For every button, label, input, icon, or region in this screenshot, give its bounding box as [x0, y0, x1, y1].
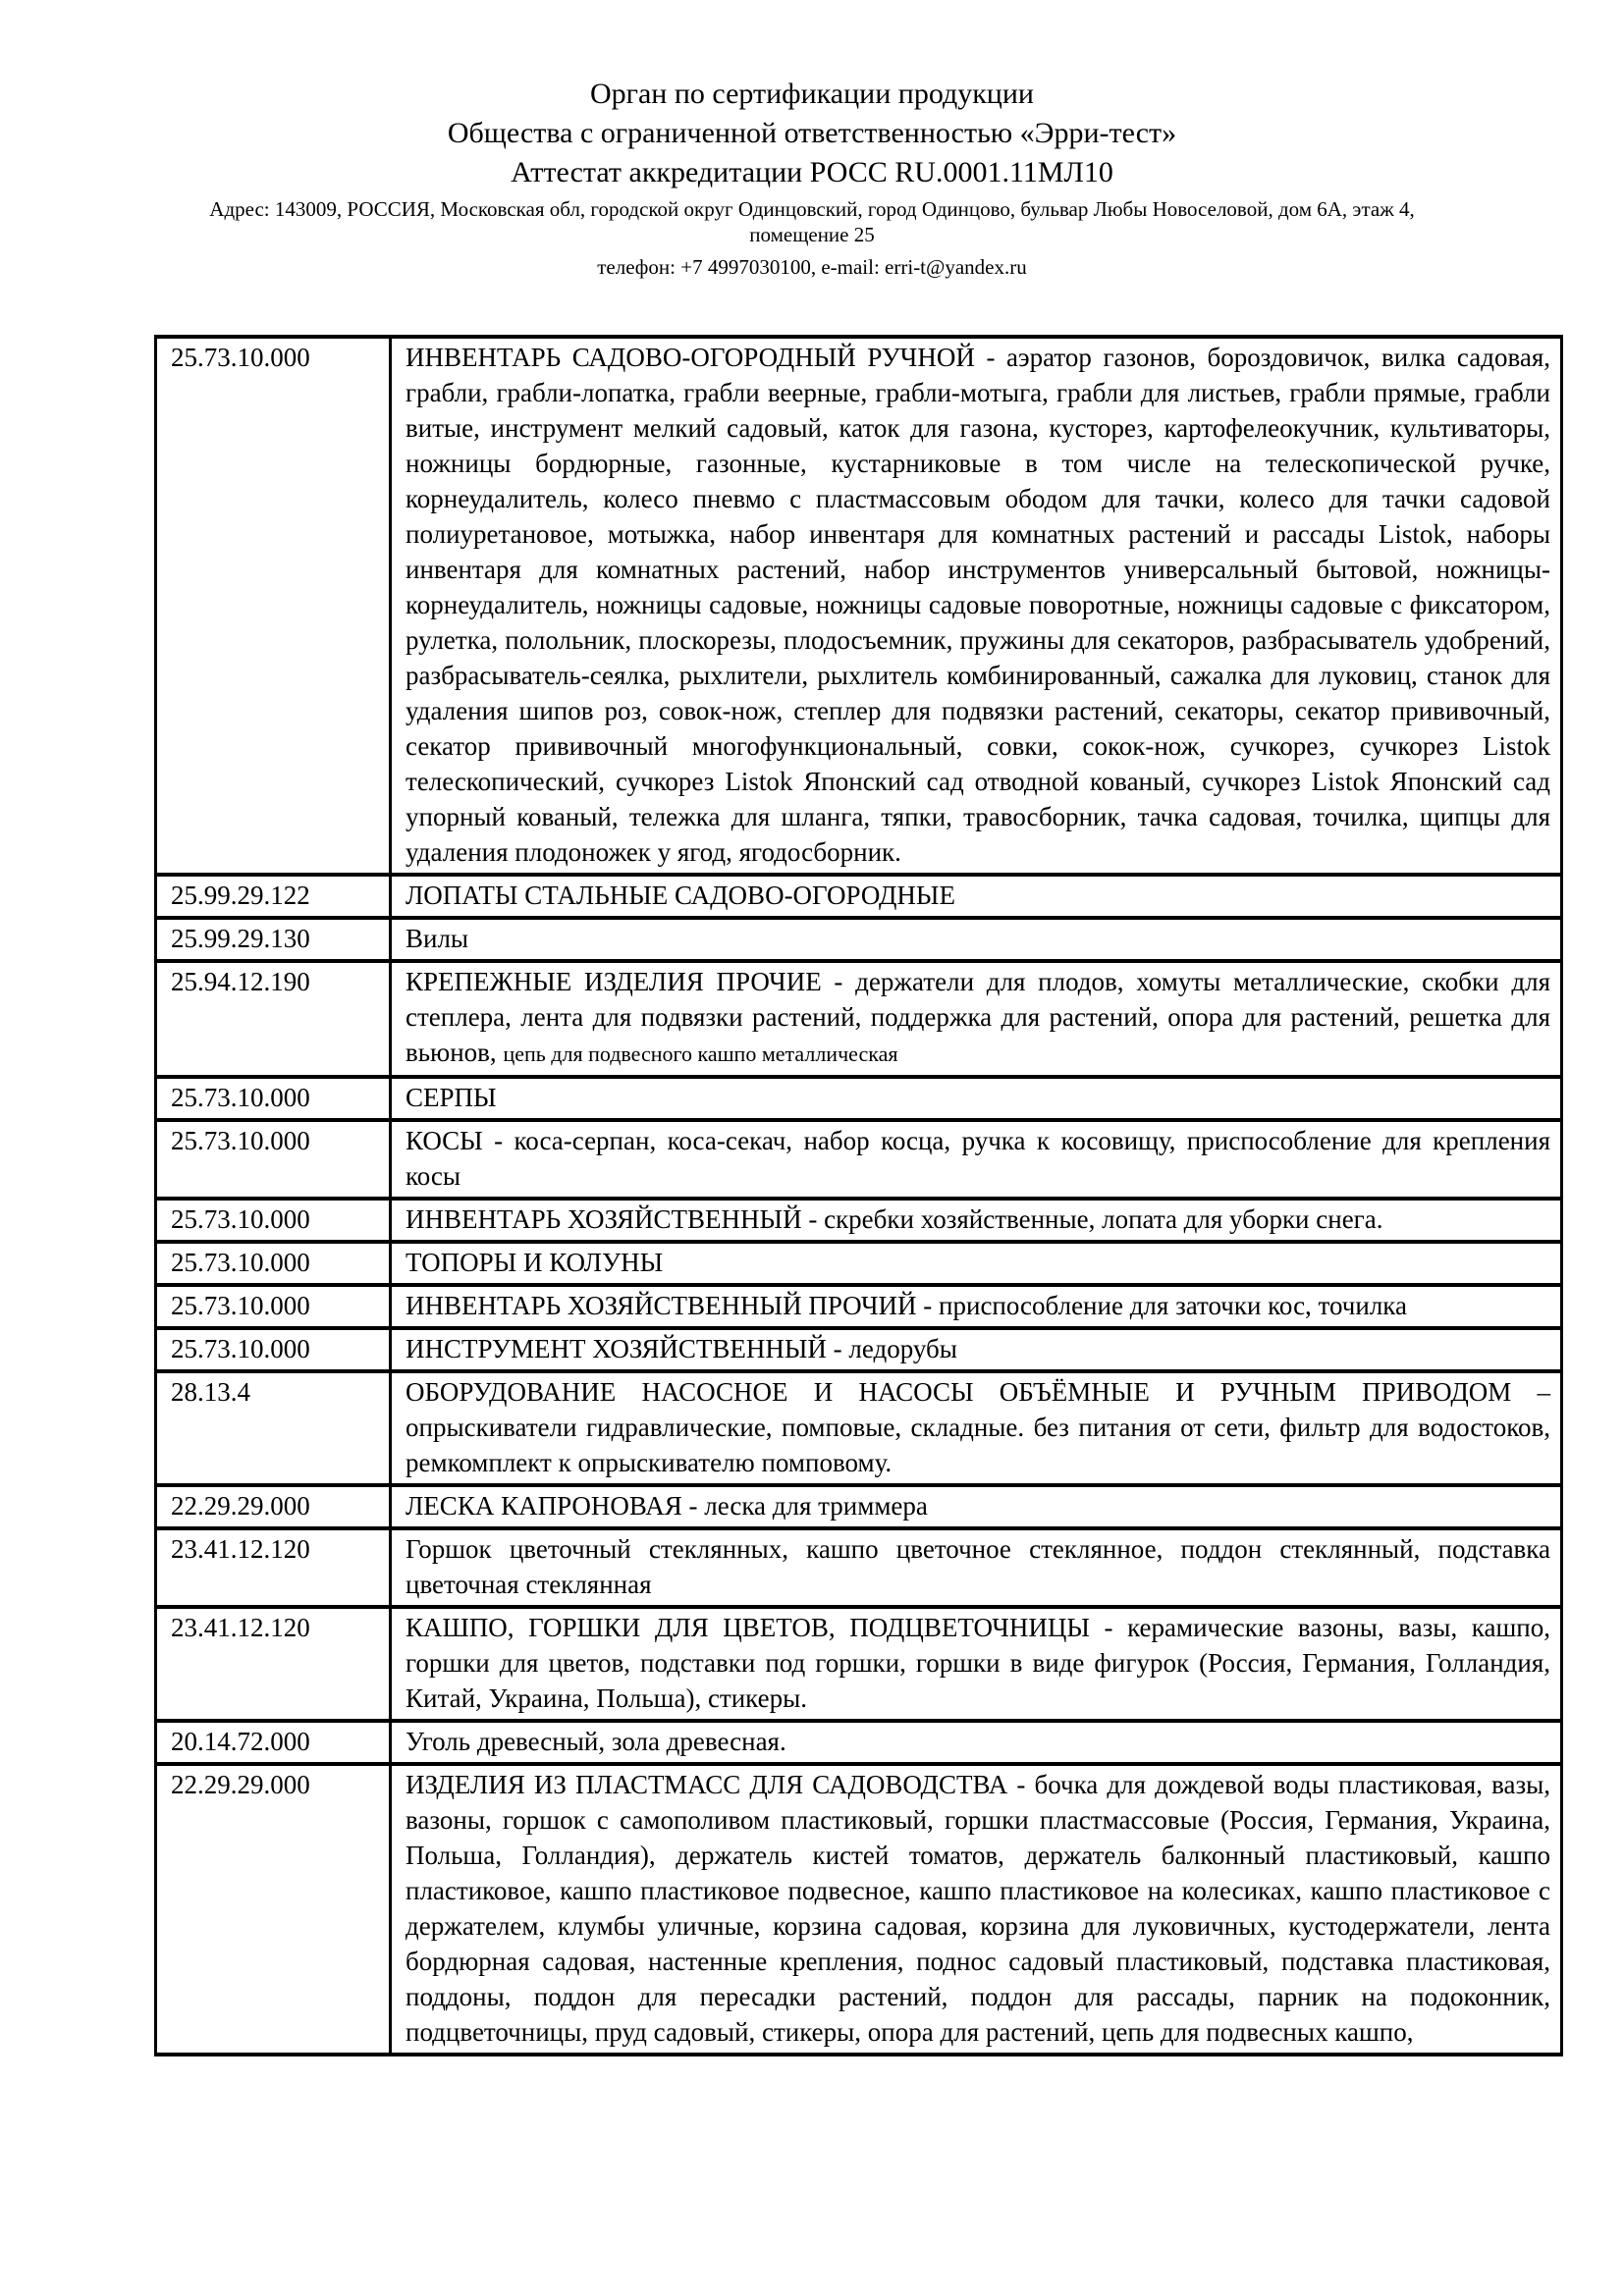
- product-code-cell: 25.73.10.000: [156, 337, 391, 875]
- product-description-cell: [391, 1285, 1562, 1328]
- product-code-cell: 23.41.12.120: [156, 1528, 391, 1607]
- product-code-cell: 25.99.29.122: [156, 875, 391, 918]
- table-row: [156, 1120, 1562, 1199]
- table-row: [156, 918, 1562, 961]
- phone-email-line: телефон: +7 4997030100, e-mail: erri-t@yandex.ru: [597, 255, 1027, 279]
- product-code-cell: 22.29.29.000: [156, 1764, 391, 2055]
- table-row: [156, 1371, 1562, 1485]
- description-segment: ЛЕСКА КАПРОНОВАЯ - леска для триммера: [406, 1491, 928, 1521]
- description-segment: ИЗДЕЛИЯ ИЗ ПЛАСТМАСС ДЛЯ САДОВОДСТВА - бочка для дождевой воды пластиковая, вазы, вазоны, горшок с самополивом пластиковый, горшки пластмассовые (Россия, Германия, Украина, Польша, Голландия), держатель кистей томатов, держатель балконный пластиковый, кашпо пластиковое, кашпо пластиковое подвесное, кашпо пластиковое на колесиках, кашпо пластиковое с держателем, клумбы уличные, корзина садовая, корзина для луковичных, кустодержатели, лента бордюрная садовая, настенные крепления, поднос садовый пластиковый, подставка пластиковая, поддоны, поддон для пересадки растений, поддон для рассады, парник на подоконник, подцветочницы, пруд садовый, стикеры, опора для растений, цепь для подвесных кашпо,: [406, 1770, 1550, 2047]
- product-description-cell: [391, 1721, 1562, 1764]
- description-segment: КАШПО, ГОРШКИ ДЛЯ ЦВЕТОВ, ПОДЦВЕТОЧНИЦЫ - керамические вазоны, вазы, кашпо, горшки для цветов, подставки под горшки, горшки в виде фигурок (Россия, Германия, Голландия, Китай, Украина, Польша), стикеры.: [406, 1613, 1550, 1713]
- product-code-cell: 25.99.29.130: [156, 918, 391, 961]
- product-code-cell: 25.73.10.000: [156, 1077, 391, 1120]
- description-segment: СЕРПЫ: [406, 1083, 497, 1112]
- table-row: [156, 1721, 1562, 1764]
- product-description-cell: [391, 961, 1562, 1077]
- address-line2: помещение 25: [749, 223, 875, 246]
- product-code-cell: 25.94.12.190: [156, 961, 391, 1077]
- product-description-cell: [391, 1607, 1562, 1721]
- product-code-cell: 20.14.72.000: [156, 1721, 391, 1764]
- product-code-cell: 25.73.10.000: [156, 1199, 391, 1242]
- description-segment: ЛОПАТЫ СТАЛЬНЫЕ САДОВО-ОГОРОДНЫЕ: [406, 881, 955, 910]
- description-segment: Вилы: [406, 924, 469, 953]
- table-row: [156, 1199, 1562, 1242]
- table-row: [156, 961, 1562, 1077]
- product-description-cell: [391, 1371, 1562, 1485]
- table-row: [156, 1285, 1562, 1328]
- product-description-cell: [391, 1077, 1562, 1120]
- product-code-cell: 22.29.29.000: [156, 1485, 391, 1528]
- product-code-cell: 25.73.10.000: [156, 1285, 391, 1328]
- table-row: [156, 337, 1562, 875]
- product-code-cell: 23.41.12.120: [156, 1607, 391, 1721]
- table-row: [156, 1242, 1562, 1285]
- table-body: [156, 337, 1562, 2055]
- product-certification-table: [154, 335, 1563, 2056]
- accreditation-line: Аттестат аккредитации РОСС RU.0001.11МЛ10: [511, 156, 1113, 188]
- table-row: [156, 1528, 1562, 1607]
- description-segment: ИНВЕНТАРЬ ХОЗЯЙСТВЕННЫЙ ПРОЧИЙ - приспособление для заточки кос, точилка: [406, 1291, 1408, 1320]
- description-segment-small: цепь для подвесного кашпо металлическая: [503, 1041, 898, 1066]
- product-code-cell: 25.73.10.000: [156, 1328, 391, 1371]
- document-header: [0, 0, 1624, 280]
- description-segment: Горшок цветочный стеклянных, кашпо цветочное стеклянное, поддон стеклянный, подставка цветочная стеклянная: [406, 1534, 1550, 1599]
- product-description-cell: [391, 337, 1562, 875]
- product-description-cell: [391, 1528, 1562, 1607]
- org-title-line1: Орган по сертификации продукции: [590, 78, 1034, 110]
- description-segment: ОБОРУДОВАНИЕ НАСОСНОЕ И НАСОСЫ ОБЪЁМНЫЕ И РУЧНЫМ ПРИВОДОМ – опрыскиватели гидравлические, помповые, складные. без питания от сети, фильтр для водостоков, ремкомплект к опрыскивателю помповому.: [406, 1377, 1550, 1477]
- description-segment: Уголь древесный, зола древесная.: [406, 1727, 786, 1756]
- product-description-cell: [391, 1199, 1562, 1242]
- product-description-cell: [391, 875, 1562, 918]
- description-segment: ИНВЕНТАРЬ ХОЗЯЙСТВЕННЫЙ - скребки хозяйственные, лопата для уборки снега.: [406, 1204, 1383, 1234]
- product-code-cell: 28.13.4: [156, 1371, 391, 1485]
- product-code-cell: 25.73.10.000: [156, 1242, 391, 1285]
- table-row: [156, 1485, 1562, 1528]
- address-line1: Адрес: 143009, РОССИЯ, Московская обл, городской округ Одинцовский, город Одинцово, бульвар Любы Новоселовой, дом 6А, этаж 4,: [209, 197, 1415, 221]
- table-row: [156, 1764, 1562, 2055]
- product-code-cell: 25.73.10.000: [156, 1120, 391, 1199]
- description-segment: КРЕПЕЖНЫЕ ИЗДЕЛИЯ ПРОЧИЕ - держатели для плодов, хомуты металлические, скобки для степлера, лента для подвязки растений, поддержка для растений, опора для растений, решетка для вьюнов,: [406, 967, 1550, 1067]
- table-row: [156, 1607, 1562, 1721]
- org-title-line2: Общества с ограниченной ответственностью «Эрри-тест»: [447, 117, 1177, 149]
- product-description-cell: [391, 1485, 1562, 1528]
- product-description-cell: [391, 1764, 1562, 2055]
- table-row: [156, 1077, 1562, 1120]
- product-description-cell: [391, 1242, 1562, 1285]
- description-segment: ИНСТРУМЕНТ ХОЗЯЙСТВЕННЫЙ - ледорубы: [406, 1334, 957, 1363]
- product-description-cell: [391, 1328, 1562, 1371]
- product-description-cell: [391, 1120, 1562, 1199]
- description-segment: ИНВЕНТАРЬ САДОВО-ОГОРОДНЫЙ РУЧНОЙ - аэратор газонов, бороздовичок, вилка садовая, грабли, грабли-лопатка, грабли веерные, грабли-мотыга, грабли для листьев, грабли прямые, грабли витые, инструмент мелкий садовый, каток для газона, кусторез, картофелеокучник, культиваторы, ножницы бордюрные, газонные, кустарниковые в том числе на телескопической ручке, корнеудалитель, колесо пневмо с пластмассовым ободом для тачки, колесо для тачки садовой полиуретановое, мотыжка, набор инвентаря для комнатных растений и рассады Listok, наборы инвентаря для комнатных растений, набор инструментов универсальный бытовой, ножницы-корнеудалитель, ножницы садовые, ножницы садовые поворотные, ножницы садовые с фиксатором, рулетка, полольник, плоскорезы, плодосъемник, пружины для секаторов, разбрасыватель удобрений, разбрасыватель-сеялка, рыхлители, рыхлитель комбинированный, сажалка для луковиц, станок для удаления шипов роз, совок-нож, степлер для подвязки растений, секаторы, секатор прививочный, секатор прививочный многофункциональный, совки, сокок-нож, сучкорез, сучкорез Listok телескопический, сучкорез Listok Японский сад отводной кованый, сучкорез Listok Японский сад упорный кованый, тележка для шланга, тяпки, травосборник, тачка садовая, точилка, щипцы для удаления плодоножек у ягод, ягодосборник.: [406, 343, 1550, 867]
- description-segment: КОСЫ - коса-серпан, коса-секач, набор косца, ручка к косовищу, приспособление для крепления косы: [406, 1126, 1550, 1191]
- table-row: [156, 875, 1562, 918]
- description-segment: ТОПОРЫ И КОЛУНЫ: [406, 1248, 664, 1277]
- table-row: [156, 1328, 1562, 1371]
- product-description-cell: [391, 918, 1562, 961]
